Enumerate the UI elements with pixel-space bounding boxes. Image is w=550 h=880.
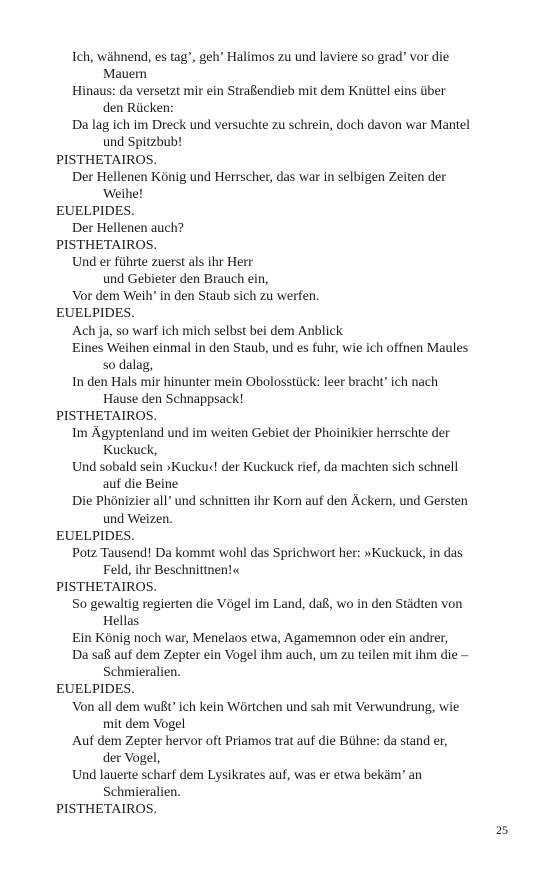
verse-line: Potz Tausend! Da kommt wohl das Sprichwort her: »Kuckuck, in das [72,544,463,561]
speaker-name: EUELPIDES. [56,305,135,322]
verse-line: Eines Weihen einmal in den Staub, und es fuhr, wie ich offnen Maules [72,339,469,356]
verse-line: Vor dem Weih’ in den Staub sich zu werfen. [72,288,320,305]
speaker-name: PISTHETAIROS. [56,578,158,595]
verse-line: Und lauerte scharf dem Lysikrates auf, was er etwa bekäm’ an [72,766,422,783]
speaker-name: PISTHETAIROS. [56,801,158,818]
speaker-name: PISTHETAIROS. [56,407,158,424]
play-text [56,49,508,818]
verse-continuation: den Rücken: [103,100,174,117]
verse-continuation: der Vogel, [103,749,161,766]
verse-continuation: und Weizen. [103,510,173,527]
speaker-name: PISTHETAIROS. [56,151,158,168]
verse-line: Auf dem Zepter hervor oft Priamos trat auf die Bühne: da stand er, [72,732,448,749]
speaker-name: PISTHETAIROS. [56,237,158,254]
verse-continuation: und Spitzbub! [103,134,183,151]
verse-line: Der Hellenen auch? [72,219,184,236]
verse-continuation: Schmieralien. [103,784,181,801]
verse-continuation: Hellas [103,613,140,630]
verse-continuation: Mauern [103,66,147,83]
verse-line: In den Hals mir hinunter mein Obolosstück: leer bracht’ ich nach [72,373,439,390]
speaker-name: EUELPIDES. [56,681,135,698]
verse-continuation: so dalag, [103,356,154,373]
verse-line: Ach ja, so warf ich mich selbst bei dem Anblick [72,322,343,339]
verse-continuation: und Gebieter den Brauch ein, [103,271,269,288]
verse-line: Von all dem wußt’ ich kein Wörtchen und sah mit Verwundrung, wie [72,698,460,715]
verse-continuation: Hause den Schnappsack! [103,390,244,407]
verse-line: Die Phönizier all’ und schnitten ihr Korn auf den Äckern, und Gersten [72,493,468,510]
verse-line: Im Ägyptenland und im weiten Gebiet der Phoinikier herrschte der [72,425,450,442]
verse-line: Ich, wähnend, es tag’, geh’ Halimos zu und laviere so grad’ vor die [72,49,450,65]
page-number: 25 [496,823,508,837]
verse-line: So gewaltig regierten die Vögel im Land, daß, wo in den Städten von [72,596,463,612]
verse-line: Der Hellenen König und Herrscher, das war in selbigen Zeiten der [72,168,446,185]
verse-continuation: Feld, ihr Beschnittnen!« [103,561,240,578]
speaker-name: EUELPIDES. [56,202,135,219]
verse-line: Hinaus: da versetzt mir ein Straßendieb mit dem Knüttel eins über [72,83,446,100]
speaker-name: EUELPIDES. [56,527,135,544]
verse-line: Und sobald sein ›Kucku‹! der Kuckuck rief, da machten sich schnell [72,459,459,476]
verse-line: Da lag ich im Dreck und versuchte zu schrein, doch davon war Mantel [72,117,471,134]
verse-line: Und er führte zuerst als ihr Herr [72,254,253,271]
verse-line: Da saß auf dem Zepter ein Vogel ihm auch, um zu teilen mit ihm die – [72,647,469,664]
verse-continuation: mit dem Vogel [103,715,186,732]
verse-continuation: Weihe! [103,185,144,202]
verse-continuation: Schmieralien. [103,664,181,681]
verse-line: Ein König noch war, Menelaos etwa, Agamemnon oder ein andrer, [72,630,449,647]
verse-continuation: Kuckuck, [103,442,158,459]
verse-continuation: auf die Beine [103,476,179,493]
